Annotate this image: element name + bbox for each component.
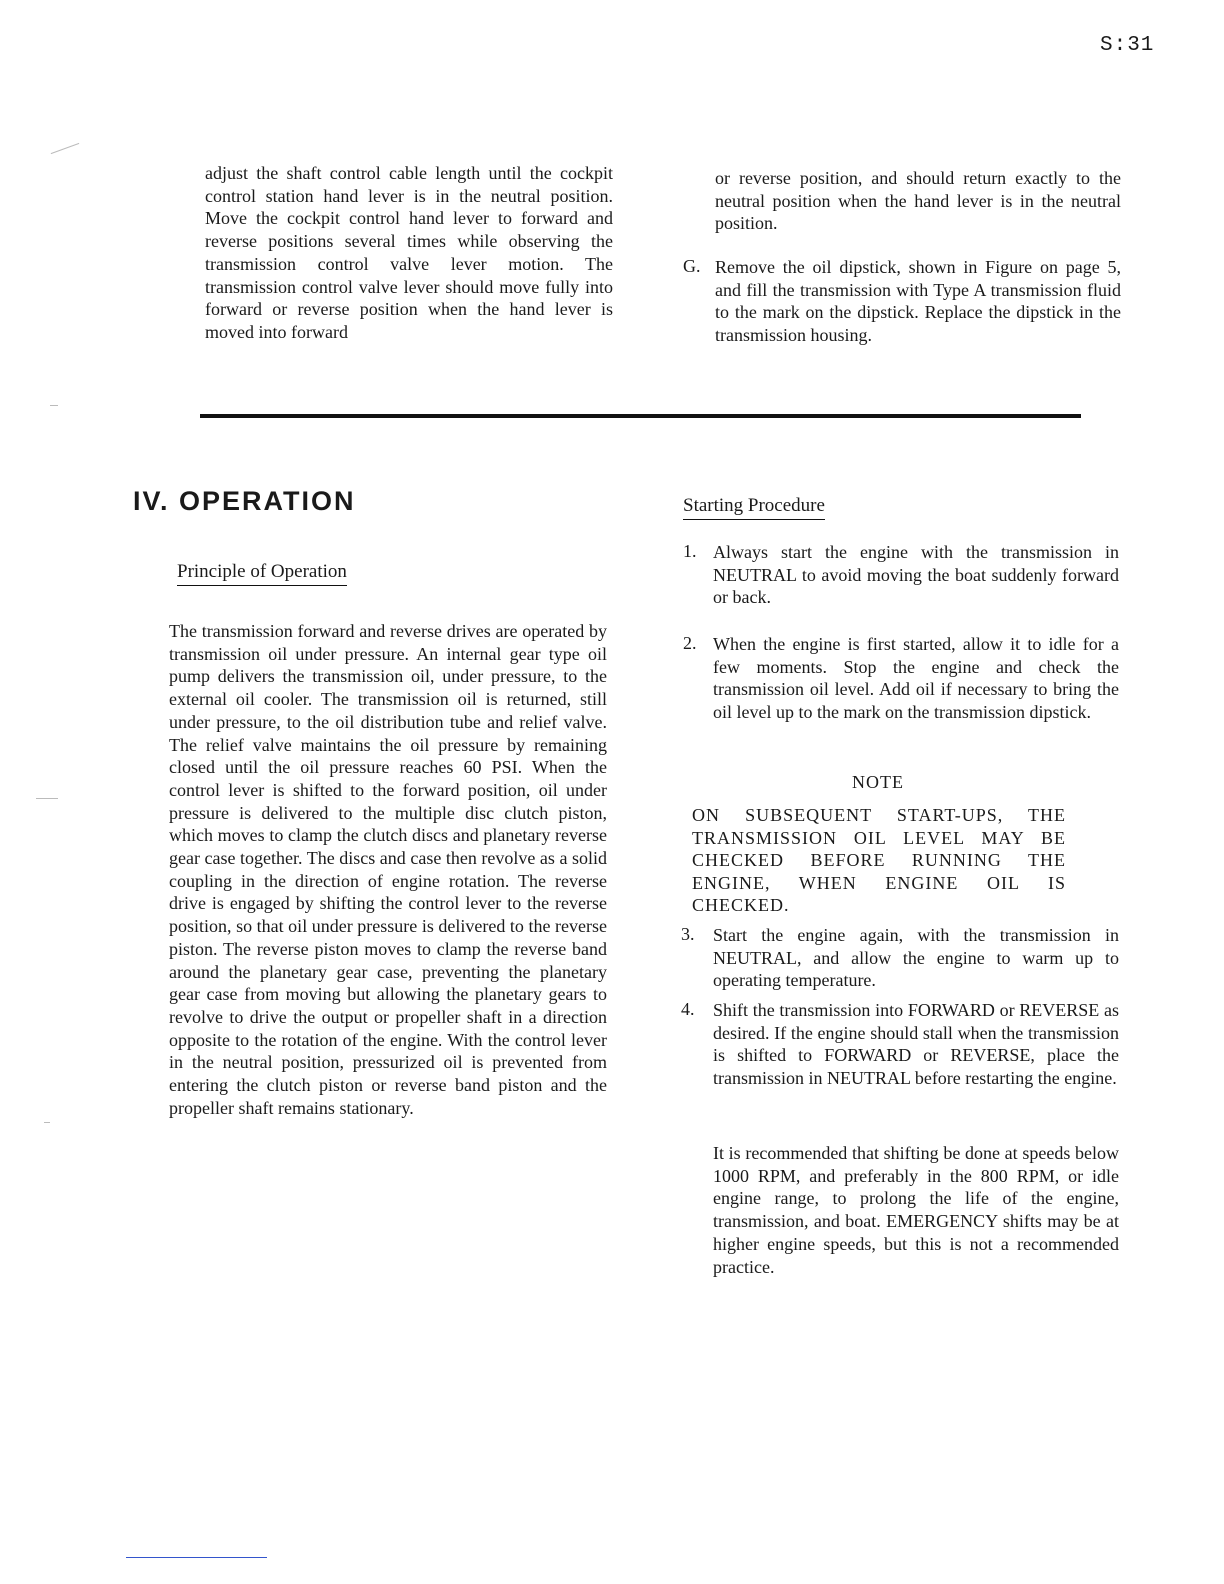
scan-mark [51, 143, 80, 154]
principle-heading-wrap [177, 561, 347, 583]
note-title: NOTE [852, 772, 904, 792]
step-number: 1. [683, 541, 697, 561]
step-number: 4. [681, 999, 695, 1019]
step-number: 3. [681, 924, 695, 944]
footer-line [126, 1557, 267, 1558]
step-text: Start the engine again, with the transmission in NEUTRAL, and allow the engine to warm up to operating temperature. [713, 925, 1119, 991]
scan-mark [50, 405, 58, 406]
step-text: Always start the engine with the transmission in NEUTRAL to avoid moving the boat suddenly forward or back. [713, 542, 1119, 608]
step-number: 2. [683, 633, 697, 653]
principle-heading: Principle of Operation [177, 561, 347, 586]
item-g-text: Remove the oil dipstick, shown in Figure on page 5, and fill the transmission with Type A transmission fluid to the mark on the dipstick. Replace the dipstick in the transmission housing. [715, 257, 1121, 346]
page-number: S:31 [1100, 34, 1155, 57]
step-text: When the engine is first started, allow it to idle for a few moments. Stop the engine and check the transmission oil level. Add oil if necessary to bring the oil level up to the mark on the transmission dipstick. [713, 634, 1119, 723]
section-heading: IV. OPERATION [133, 486, 356, 516]
step-4-recommendation: It is recommended that shifting be done at speeds below 1000 RPM, and preferably in the 800 RPM, or idle engine range, to prolong the life of the engine, transmission, and boat. EMERGENCY shifts may be at higher engine speeds, but this is not a recommended practice. [713, 1143, 1119, 1277]
principle-paragraph: The transmission forward and reverse drives are operated by transmission oil under pressure. An internal gear type oil pump delivers the transmission oil, under pressure, to the external oil cooler. The transmission oil is returned, still under pressure, to the oil distribution tube and relief valve. The relief valve maintains the oil pressure by remaining closed until the oil pressure reaches 60 PSI. When the control lever is shifted to the forward position, oil under pressure is delivered to the multiple disc clutch piston, which moves to clamp the clutch discs and planetary reverse gear case together. The discs and case then revolve as a solid coupling in the direction of engine rotation. The reverse drive is engaged by shifting the control lever to the reverse position, so that oil under pressure is delivered to the reverse piston. The reverse piston moves to clamp the reverse band around the planetary gear case, preventing the planetary gear case from moving but allowing the planetary gears to revolve to drive the output or propeller shaft in a direction opposite to the rotation of the engine. With the control lever in the neutral position, pressurized oil is prevented from entering the clutch piston or reverse band piston and the propeller shaft remains stationary. [169, 621, 607, 1118]
top-right-paragraph: or reverse position, and should return exactly to the neutral position when the hand lever is in the neutral position. [715, 168, 1121, 234]
top-left-paragraph: adjust the shaft control cable length until the cockpit control station hand lever is in the neutral position. Move the cockpit control hand lever to forward and reverse positions several times while observing the transmission control valve lever motion. The transmission control valve lever should move fully into forward or reverse position when the hand lever is moved into forward [205, 163, 613, 342]
step-text: Shift the transmission into FORWARD or REVERSE as desired. If the engine should stall when the transmission is shifted to FORWARD or REVERSE, place the transmission in NEUTRAL before restarting the engine. [713, 1000, 1119, 1089]
scan-mark [36, 798, 58, 799]
starting-heading-wrap [683, 495, 825, 517]
scan-mark [44, 1122, 50, 1123]
note-text: ON SUBSEQUENT START-UPS, THE TRANSMISSION OIL LEVEL MAY BE CHECKED BEFORE RUNNING THE ENGINE, WHEN ENGINE OIL IS CHECKED. [692, 805, 1066, 915]
starting-heading: Starting Procedure [683, 495, 825, 520]
item-g-letter: G. [683, 256, 701, 276]
section-divider [200, 414, 1081, 418]
